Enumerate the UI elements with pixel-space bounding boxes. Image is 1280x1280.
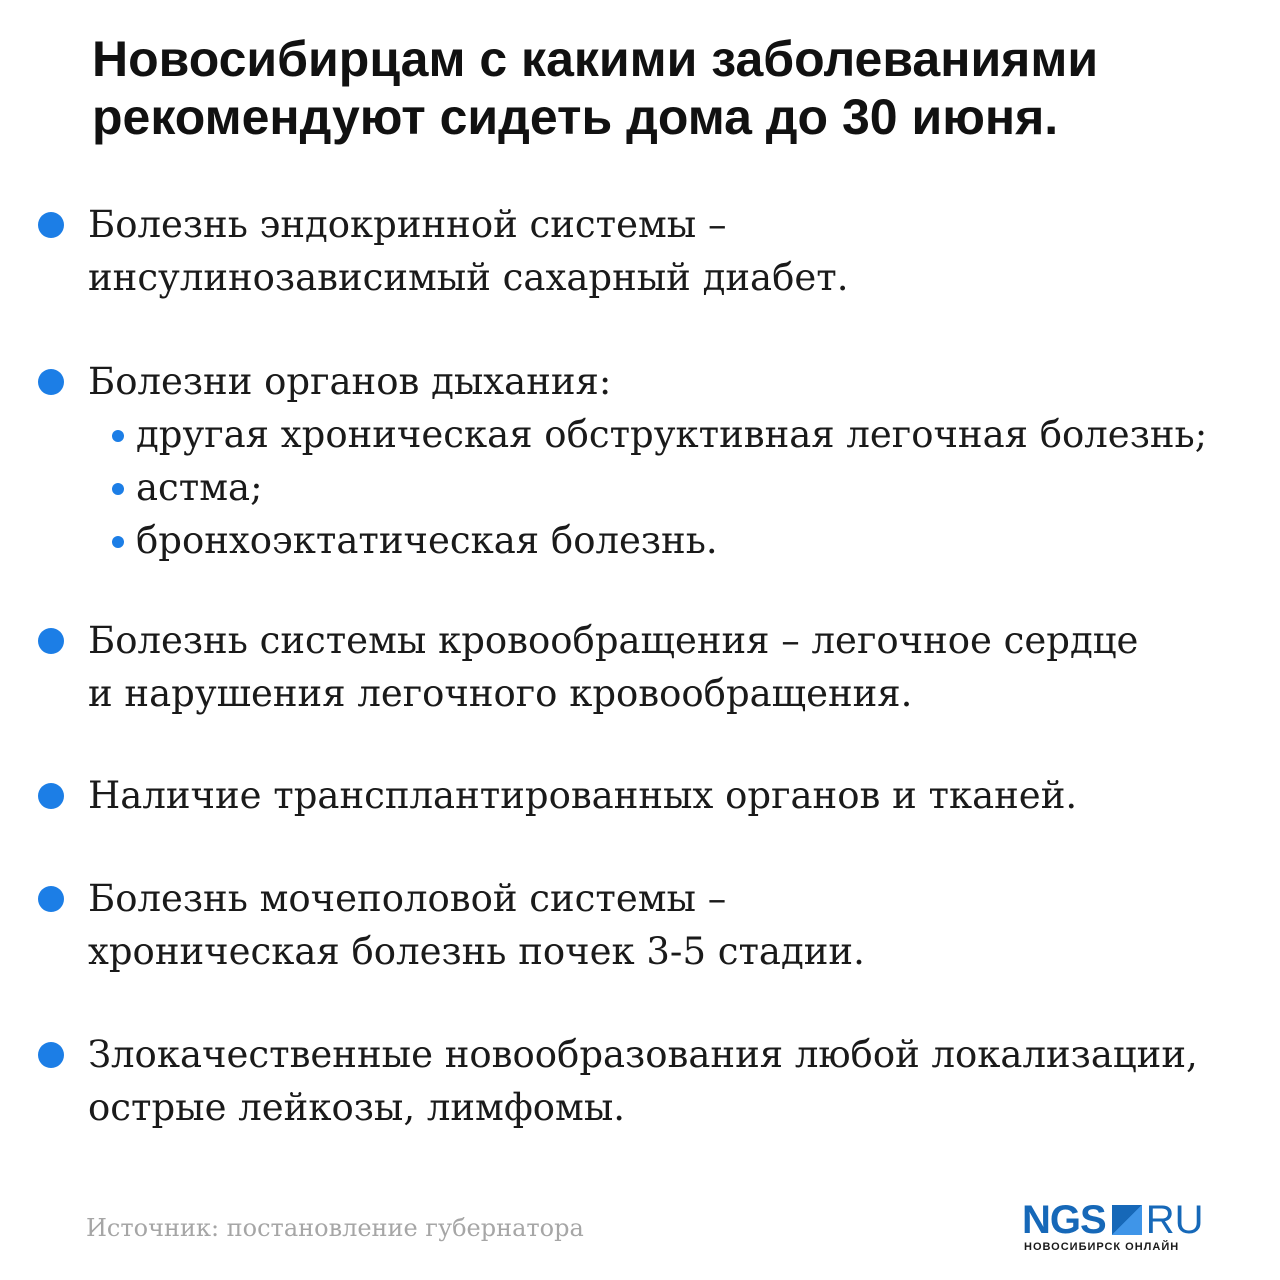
list-item-line: Болезни органов дыхания: bbox=[88, 360, 612, 403]
list-item-line: Болезнь эндокринной системы – bbox=[88, 203, 727, 246]
list-item-line: Болезнь системы кровообращения – легочное сердце bbox=[88, 619, 1139, 662]
list-item-line: острые лейкозы, лимфомы. bbox=[88, 1086, 626, 1129]
bullet-icon bbox=[38, 628, 64, 654]
small-bullet-icon bbox=[112, 536, 124, 548]
list-item-line: Болезнь мочеполовой системы – bbox=[88, 877, 727, 920]
list-item-line: инсулинозависимый сахарный диабет. bbox=[88, 256, 849, 299]
sub-list-item-text: бронхоэктатическая болезнь. bbox=[136, 519, 718, 562]
sub-list-item-text: другая хроническая обструктивная легочная болезнь; bbox=[136, 413, 1208, 456]
small-bullet-icon bbox=[112, 483, 124, 495]
sub-list-item-text: астма; bbox=[136, 466, 263, 509]
ngs-logo bbox=[1022, 1200, 1244, 1256]
title-line-1: Новосибирцам с какими заболеваниями bbox=[92, 31, 1099, 87]
logo-wordmark bbox=[1022, 1200, 1203, 1240]
bullet-icon bbox=[38, 1042, 64, 1068]
logo-square-icon bbox=[1112, 1205, 1142, 1235]
bullet-icon bbox=[38, 783, 64, 809]
source-note: Источник: постановление губернатора bbox=[86, 1214, 584, 1242]
list-item-line: Наличие трансплантированных органов и тканей. bbox=[88, 774, 1078, 817]
bullet-icon bbox=[38, 212, 64, 238]
bullet-icon bbox=[38, 369, 64, 395]
logo-ngs-text: NGS bbox=[1022, 1198, 1106, 1242]
small-bullet-icon bbox=[112, 430, 124, 442]
list-item-text bbox=[88, 872, 1278, 978]
list-item-line: Злокачественные новообразования любой локализации, bbox=[88, 1033, 1198, 1076]
title-line-2: рекомендуют сидеть дома до 30 июня. bbox=[92, 89, 1059, 145]
list-item-text bbox=[88, 355, 1278, 408]
list-item-line: и нарушения легочного кровообращения. bbox=[88, 672, 913, 715]
sub-list-item bbox=[0, 408, 1280, 461]
list-item-text bbox=[88, 1028, 1278, 1134]
sub-list-item bbox=[0, 461, 1280, 514]
list-item-text bbox=[88, 198, 1278, 304]
bullet-icon bbox=[38, 886, 64, 912]
logo-ru-text: RU bbox=[1145, 1198, 1204, 1242]
sub-list-item bbox=[0, 514, 1280, 567]
logo-caption: НОВОСИБИРСК ОНЛАЙН bbox=[1024, 1241, 1180, 1253]
list-item-line: хроническая болезнь почек 3-5 стадии. bbox=[88, 930, 865, 973]
list-item-text bbox=[88, 769, 1278, 822]
list-item-text bbox=[88, 614, 1278, 720]
